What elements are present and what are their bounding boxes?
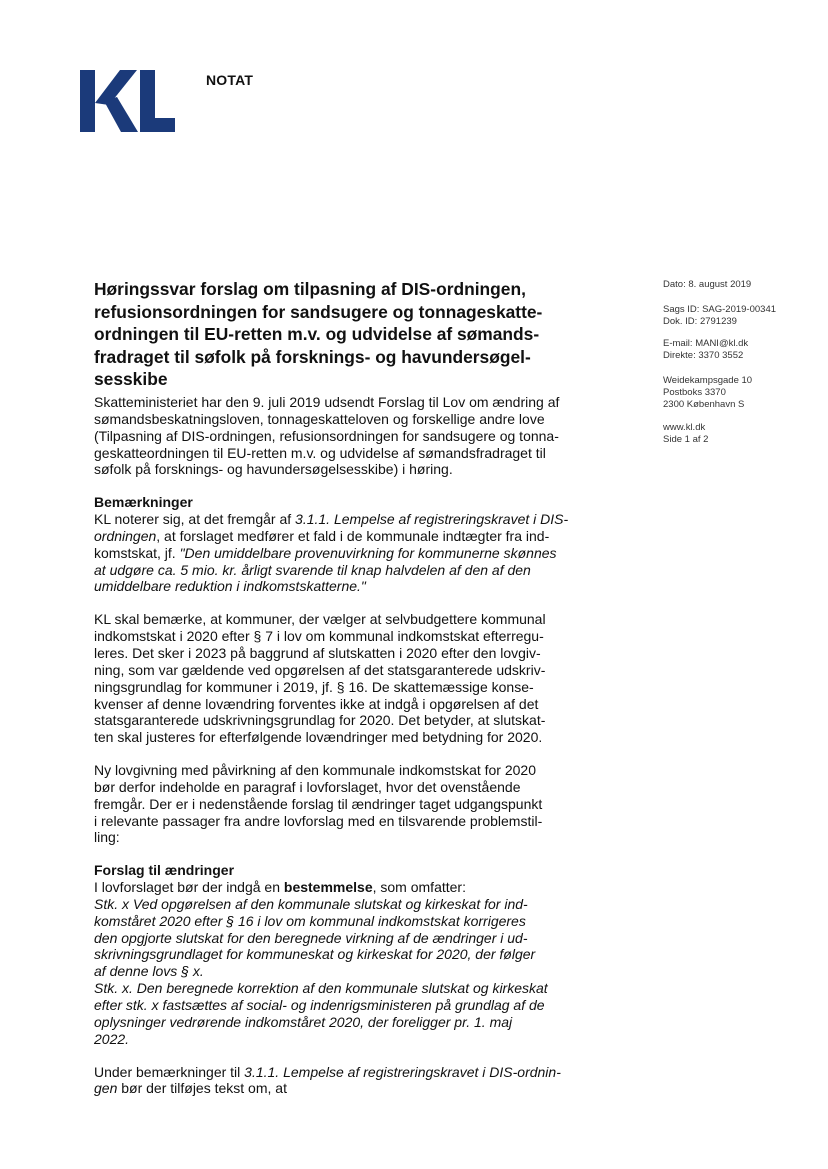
text-run-bold: bestemmelse <box>283 879 373 896</box>
text-run: , at forslaget medfører et fald i de kommunale indtægter fra ind- <box>156 527 550 544</box>
kl-logo <box>80 70 175 132</box>
text-run-italic: ordningen <box>94 527 157 544</box>
title-line: ordningen til EU-retten m.v. og udvidelse af sømands- <box>94 324 540 345</box>
text-line: 2022. <box>94 1030 130 1047</box>
text-line: komståret 2020 efter § 16 i lov om kommunal indkomstskat korrigeres <box>94 912 526 929</box>
paragraph <box>94 611 564 746</box>
text-line: (Tilpasning af DIS-ordningen, refusionsordningen for sandsugere og tonna- <box>94 427 559 444</box>
text-line: indkomstskat i 2020 efter § 7 i lov om kommunal indkomstskat efterregu- <box>94 628 544 645</box>
text-line: Stk. x Ved opgørelsen af den kommunale slutskat og kirkeskat for ind- <box>94 895 528 912</box>
meta-email[interactable]: E-mail: MANI@kl.dk <box>663 338 749 349</box>
text-line: geskatteordningen til EU-retten m.v. og udvidelse af sømandsfradraget til <box>94 444 546 461</box>
text-line: af denne lovs § x. <box>94 963 204 980</box>
meta-sags-id: Sags ID: SAG-2019-00341 <box>663 304 777 315</box>
text-run: Under bemærkninger til <box>94 1063 245 1080</box>
text-run: , som omfatter: <box>372 879 466 896</box>
text-line: fremgår. Der er i nedenstående forslag til ændringer taget udgangspunkt <box>94 795 543 812</box>
text-line: oplysninger vedrørende indkomståret 2020, der foreligger pr. 1. maj <box>94 1013 513 1030</box>
text-run-italic: gen <box>94 1080 118 1097</box>
text-line: statsgaranterede udskrivningsgrundlag for 2020. Det betyder, at slutskat- <box>94 712 546 729</box>
title-line: refusionsordningen for sandsugere og tonnageskatte- <box>94 301 543 322</box>
text-line: umiddelbare reduktion i indkomstskatterne." <box>94 578 366 595</box>
meta-ids-block <box>663 304 776 328</box>
text-line <box>94 879 564 896</box>
text-line: at udgøre ca. 5 mio. kr. årligt svarende til knap halvdelen af den af den <box>94 561 531 578</box>
meta-address-line: Postboks 3370 <box>663 387 726 398</box>
text-line: Skatteministeriet har den 9. juli 2019 udsendt Forslag til Lov om ændring af <box>94 394 560 410</box>
text-run: KL noterer sig, at det fremgår af <box>94 511 296 528</box>
text-line: kvenser af denne lovændring forventes ikke at indgå i opgørelsen af det <box>94 695 539 712</box>
document-title <box>94 278 564 391</box>
meta-address-block <box>663 375 752 411</box>
text-line: efter stk. x fastsættes af social- og indenrigsministeren på grundlag af de <box>94 997 545 1013</box>
text-line: ten skal justeres for efterfølgende lovændringer med betydning for 2020. <box>94 729 543 746</box>
text-line: Ny lovgivning med påvirkning af den kommunale indkomstskat for 2020 <box>94 762 537 779</box>
text-line <box>94 511 569 528</box>
meta-dok-id: Dok. ID: 2791239 <box>663 316 737 327</box>
meta-direct-phone: Direkte: 3370 3552 <box>663 350 744 361</box>
title-line: Høringssvar forslag om tilpasning af DIS-ordningen, <box>94 279 526 299</box>
meta-contact-block <box>663 338 748 362</box>
text-line: sømandsbeskatningsloven, tonnageskatteloven og forskellige andre love <box>94 410 545 427</box>
text-line <box>94 1064 564 1081</box>
proposals-heading: Forslag til ændringer <box>94 862 235 879</box>
remarks-heading: Bemærkninger <box>94 494 193 511</box>
meta-date: Dato: 8. august 2019 <box>663 279 752 290</box>
text-line: i relevante passager fra andre lovforslag med en tilsvarende problemstil- <box>94 812 543 829</box>
remarks-section <box>94 494 569 595</box>
text-line: ling: <box>94 829 120 846</box>
text-run: bør der tilføjes tekst om, at <box>117 1080 287 1097</box>
text-line: søfolk på forsknings- og havundersøgelsesskibe) i høring. <box>94 461 453 478</box>
text-line: Stk. x. Den beregnede korrektion af den kommunale slutskat og kirkeskat <box>94 980 548 997</box>
text-run: komstskat, jf. <box>94 544 180 561</box>
intro-paragraph <box>94 394 564 478</box>
text-line: ning, som var gældende ved opgørelsen af det statsgaranterede udskriv- <box>94 661 546 678</box>
text-line <box>94 545 564 562</box>
document-type-label: NOTAT <box>206 72 254 88</box>
title-line: fradraget til søfolk på forsknings- og havundersøgel- <box>94 346 531 367</box>
meta-web-block <box>663 422 708 446</box>
text-run-italic: 3.1.1. Lempelse af registreringskravet i DIS-ordnin- <box>244 1063 561 1080</box>
text-line: den opgjorte slutskat for den beregnede virkning af de ændringer i ud- <box>94 929 528 946</box>
text-line: leres. Det sker i 2023 på baggrund af slutskatten i 2020 efter den lovgiv- <box>94 644 541 661</box>
text-run-italic: "Den umiddelbare provenuvirkning for kommunerne skønnes <box>179 544 557 561</box>
proposals-section <box>94 862 564 1047</box>
text-line: bør derfor indeholde en paragraf i lovforslaget, hvor det ovenstående <box>94 778 521 795</box>
text-line: skrivningsgrundlaget for kommuneskat og kirkeskat for 2020, der følger <box>94 946 536 963</box>
paragraph <box>94 762 564 846</box>
meta-page-number: Side 1 af 2 <box>663 434 709 445</box>
meta-website-link[interactable]: www.kl.dk <box>663 422 706 433</box>
text-run: I lovforslaget bør der indgå en <box>94 879 284 896</box>
document-body <box>94 394 569 1113</box>
meta-address-line: 2300 København S <box>663 399 745 410</box>
text-line <box>94 1080 564 1097</box>
closing-paragraph <box>94 1064 564 1098</box>
text-line: ningsgrundlag for kommuner i 2019, jf. § 16. De skattemæssige konse- <box>94 678 534 695</box>
text-line <box>94 528 564 545</box>
title-line: sesskibe <box>94 369 168 390</box>
meta-address-line: Weidekampsgade 10 <box>663 375 753 386</box>
meta-date-block <box>663 279 751 291</box>
text-line: KL skal bemærke, at kommuner, der vælger at selvbudgettere kommunal <box>94 611 546 628</box>
text-run-italic: 3.1.1. Lempelse af registreringskravet i DIS- <box>295 511 569 528</box>
